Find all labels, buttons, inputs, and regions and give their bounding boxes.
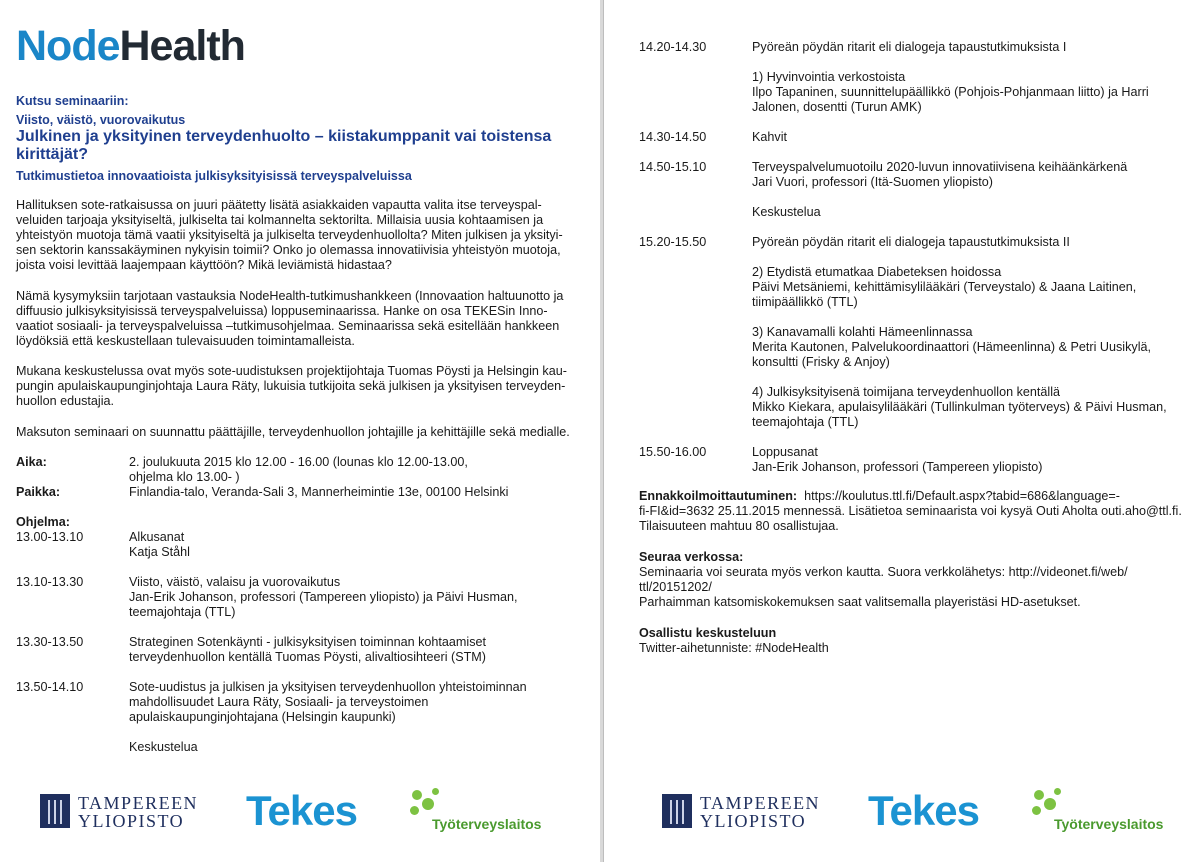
online-line-2: ttl/20151202/ (639, 580, 712, 594)
program-line: Ilpo Tapaninen, suunnittelupäällikkö (Pohjois-Pohjanmaan liitto) ja Harri (752, 85, 1149, 99)
program-line: Terveyspalvelumuotoilu 2020-luvun innovatiivisena keihäänkärkenä (752, 160, 1128, 174)
registration-line-2: fi-FI&id=3632 25.11.2015 mennessä. Lisätietoa seminaarista voi kysyä Outi Aholta outi.aho@ttl.fi. (639, 504, 1182, 518)
ttl-text: Työterveyslaitos (1054, 816, 1164, 832)
ttl-logo (408, 788, 548, 836)
time-label: Aika: (16, 455, 47, 469)
online-line-1: Seminaaria voi seurata myös verkon kautta. Suora verkkolähetys: http://videonet.fi/web/ (639, 565, 1128, 579)
tay-line-2: YLIOPISTO (78, 811, 185, 831)
program-line (752, 190, 1127, 205)
right-page (604, 0, 1200, 862)
program-description (129, 575, 517, 620)
program-description (752, 130, 787, 145)
program-line: terveydenhuollon kentällä Tuomas Pöysti, alivaltiosihteeri (STM) (129, 650, 486, 664)
program-line: Katja Ståhl (129, 545, 190, 559)
discussion-line-1: Twitter-aihetunniste: #NodeHealth (639, 641, 829, 655)
program-line: 4) Julkisyksityisenä toimijana terveydenhuollon kentällä (752, 385, 1061, 399)
invite-subtitle: Viisto, väistö, vuorovaikutus (16, 113, 186, 127)
intro-paragraph-2: Nämä kysymyksiin tarjotaan vastauksia NodeHealth-tutkimushankkeen (Innovaation haltuunotto ja diffuusio julkisyksityisissä terveyspalveluissa) loppuseminaarissa. Hanke on osa TEKESin Inno-vaatiot sosiaali- ja terveyspalveluissa –tutkimusohjelmaa. Seminaarissa sekä esitellään hankkeen löydöksiä että keskustellaan tulevaisuuden toimintamalleista. (16, 289, 564, 348)
university-seal-icon (662, 794, 692, 828)
program-description (129, 635, 486, 665)
program-description (752, 160, 1127, 220)
ttl-text: Työterveyslaitos (432, 816, 542, 832)
program-time: 14.50-15.10 (639, 160, 707, 174)
registration-line-1: https://koulutus.ttl.fi/Default.aspx?tabid=686&language=- (804, 489, 1120, 503)
program-description (752, 40, 1149, 115)
program-line (752, 370, 1167, 385)
program-line: Kahvit (752, 130, 788, 144)
program-description (752, 235, 1167, 430)
program-line: Strateginen Sotenkäynti - julkisyksityisen toiminnan kohtaamiset (129, 635, 486, 649)
tekes-logo: Tekes (868, 787, 979, 834)
intro-paragraph-4: Maksuton seminaari on suunnattu päättäjille, terveydenhuollon johtajille ja kehittäjille sekä medialle. (16, 425, 570, 439)
online-block (639, 550, 1184, 610)
discussion-label: Osallistu keskusteluun (639, 626, 777, 640)
program-time: 13.30-13.50 (16, 635, 84, 649)
place-label: Paikka: (16, 485, 61, 499)
invite-title: Julkinen ja yksityinen terveydenhuolto – kiistakumppanit vai toistensa kirittäjät? (16, 128, 552, 163)
tekes-logo: Tekes (246, 787, 357, 834)
online-line-3: Parhaimman katsomiskokemuksen saat valitsemalla playeristäsi HD-asetukset. (639, 595, 1081, 609)
program-line: konsultti (Frisky & Anjoy) (752, 355, 890, 369)
program-description (752, 445, 1043, 475)
program-time: 15.50-16.00 (639, 445, 707, 459)
place-value: Finlandia-talo, Veranda-Sali 3, Mannerheimintie 13e, 00100 Helsinki (129, 485, 509, 499)
program-time: 14.20-14.30 (639, 40, 707, 54)
program-line: teemajohtaja (TTL) (129, 605, 236, 619)
program-line (752, 55, 1149, 70)
tay-line-1: TAMPEREEN (700, 793, 821, 813)
logo-part-health: Health (119, 22, 245, 70)
program-line (129, 725, 527, 740)
program-time: 13.00-13.10 (16, 530, 84, 544)
program-line: Mikko Kiekara, apulaisylilääkäri (Tullinkulman työterveys) & Päivi Husman, (752, 400, 1167, 414)
program-line: Pyöreän pöydän ritarit eli dialogeja tapaustutkimuksista II (752, 235, 1070, 249)
intro-paragraph-1: Hallituksen sote-ratkaisussa on juuri päätetty lisätä asiakkaiden vapautta valita itse terveyspal-veluiden tarjoaja yksityiseltä, julkiselta tai kolmannelta sektorilta. Millaisia uusia kohtaamisen ja yhteistyön muotoja tämä vaatii yksityiseltä ja julkiselta terveydenhuollolta? Miten julkisen ja yksityi-sen sektorin kanssakäyminen nykyisin toimii? Onko jo olemassa innovatiivisia yhteistyön muotoja, joista voisi levittää laajempaan käyttöön? Mikä leviämistä hidastaa? (16, 198, 563, 272)
ttl-logo (1030, 788, 1170, 836)
program-time: 14.30-14.50 (639, 130, 707, 144)
registration-line-3: Tilaisuuteen mahtuu 80 osallistujaa. (639, 519, 839, 533)
program-line: Viisto, väistö, valaisu ja vuorovaikutus (129, 575, 341, 589)
logo-part-node: Node (16, 22, 120, 70)
tay-line-1: TAMPEREEN (78, 793, 199, 813)
program-line: Merita Kautonen, Palvelukoordinaattori (Hämeenlinna) & Petri Uusikylä, (752, 340, 1151, 354)
intro-paragraph-3: Mukana keskustelussa ovat myös sote-uudistuksen projektijohtaja Tuomas Pöysti ja Helsingin kau-pungin apulaiskaupunginjohtaja Laura Räty, lukuisia tutkijoita sekä julkisen ja yksityisen terveyden-huollon edustajia. (16, 364, 567, 408)
program-time: 15.20-15.50 (639, 235, 707, 249)
university-seal-icon (40, 794, 70, 828)
program-description (129, 680, 527, 755)
program-line: Keskustelua (752, 205, 821, 219)
program-line (752, 250, 1167, 265)
partner-logos-right (638, 788, 1198, 836)
program-line: Loppusanat (752, 445, 818, 459)
registration-label: Ennakkoilmoittautuminen: (639, 489, 798, 503)
program-line: tiimipäällikkö (TTL) (752, 295, 858, 309)
invite-tagline: Tutkimustietoa innovaatioista julkisyksityisissä terveyspalveluissa (16, 169, 412, 183)
program-line: Jan-Erik Johanson, professori (Tampereen yliopisto) ja Päivi Husman, (129, 590, 518, 604)
program-line: 1) Hyvinvointia verkostoista (752, 70, 906, 84)
discussion-block (639, 626, 1184, 656)
tay-line-2: YLIOPISTO (700, 811, 807, 831)
program-line: Jalonen, dosentti (Turun AMK) (752, 100, 922, 114)
program-line: Päivi Metsäniemi, kehittämisylilääkäri (Terveystalo) & Jaana Laitinen, (752, 280, 1137, 294)
program-description (129, 530, 190, 560)
program-line: Alkusanat (129, 530, 185, 544)
time-value: 2. joulukuuta 2015 klo 12.00 - 16.00 (lounas klo 12.00-13.00, ohjelma klo 13.00- ) (129, 455, 468, 484)
program-line (752, 310, 1167, 325)
program-line: apulaiskaupunginjohtajana (Helsingin kaupunki) (129, 710, 396, 724)
online-label: Seuraa verkossa: (639, 550, 744, 564)
program-line: 2) Etydistä etumatkaa Diabeteksen hoidossa (752, 265, 1002, 279)
program-line: 3) Kanavamalli kolahti Hämeenlinnassa (752, 325, 973, 339)
program-time: 13.50-14.10 (16, 680, 84, 694)
program-line: teemajohtaja (TTL) (752, 415, 859, 429)
program-time: 13.10-13.30 (16, 575, 84, 589)
partner-logos-left (16, 788, 576, 836)
registration-block (639, 489, 1184, 534)
program-line: Jan-Erik Johanson, professori (Tampereen yliopisto) (752, 460, 1043, 474)
program-line: Sote-uudistus ja julkisen ja yksityisen terveydenhuollon yhteistoiminnan (129, 680, 527, 694)
program-line: Keskustelua (129, 740, 198, 754)
program-label: Ohjelma: (16, 515, 70, 529)
nodehealth-logo (16, 22, 245, 70)
invite-kicker: Kutsu seminaariin: (16, 94, 129, 108)
program-line: Pyöreän pöydän ritarit eli dialogeja tapaustutkimuksista I (752, 40, 1067, 54)
program-line: mahdollisuudet Laura Räty, Sosiaali- ja terveystoimen (129, 695, 429, 709)
program-line: Jari Vuori, professori (Itä-Suomen yliopisto) (752, 175, 994, 189)
